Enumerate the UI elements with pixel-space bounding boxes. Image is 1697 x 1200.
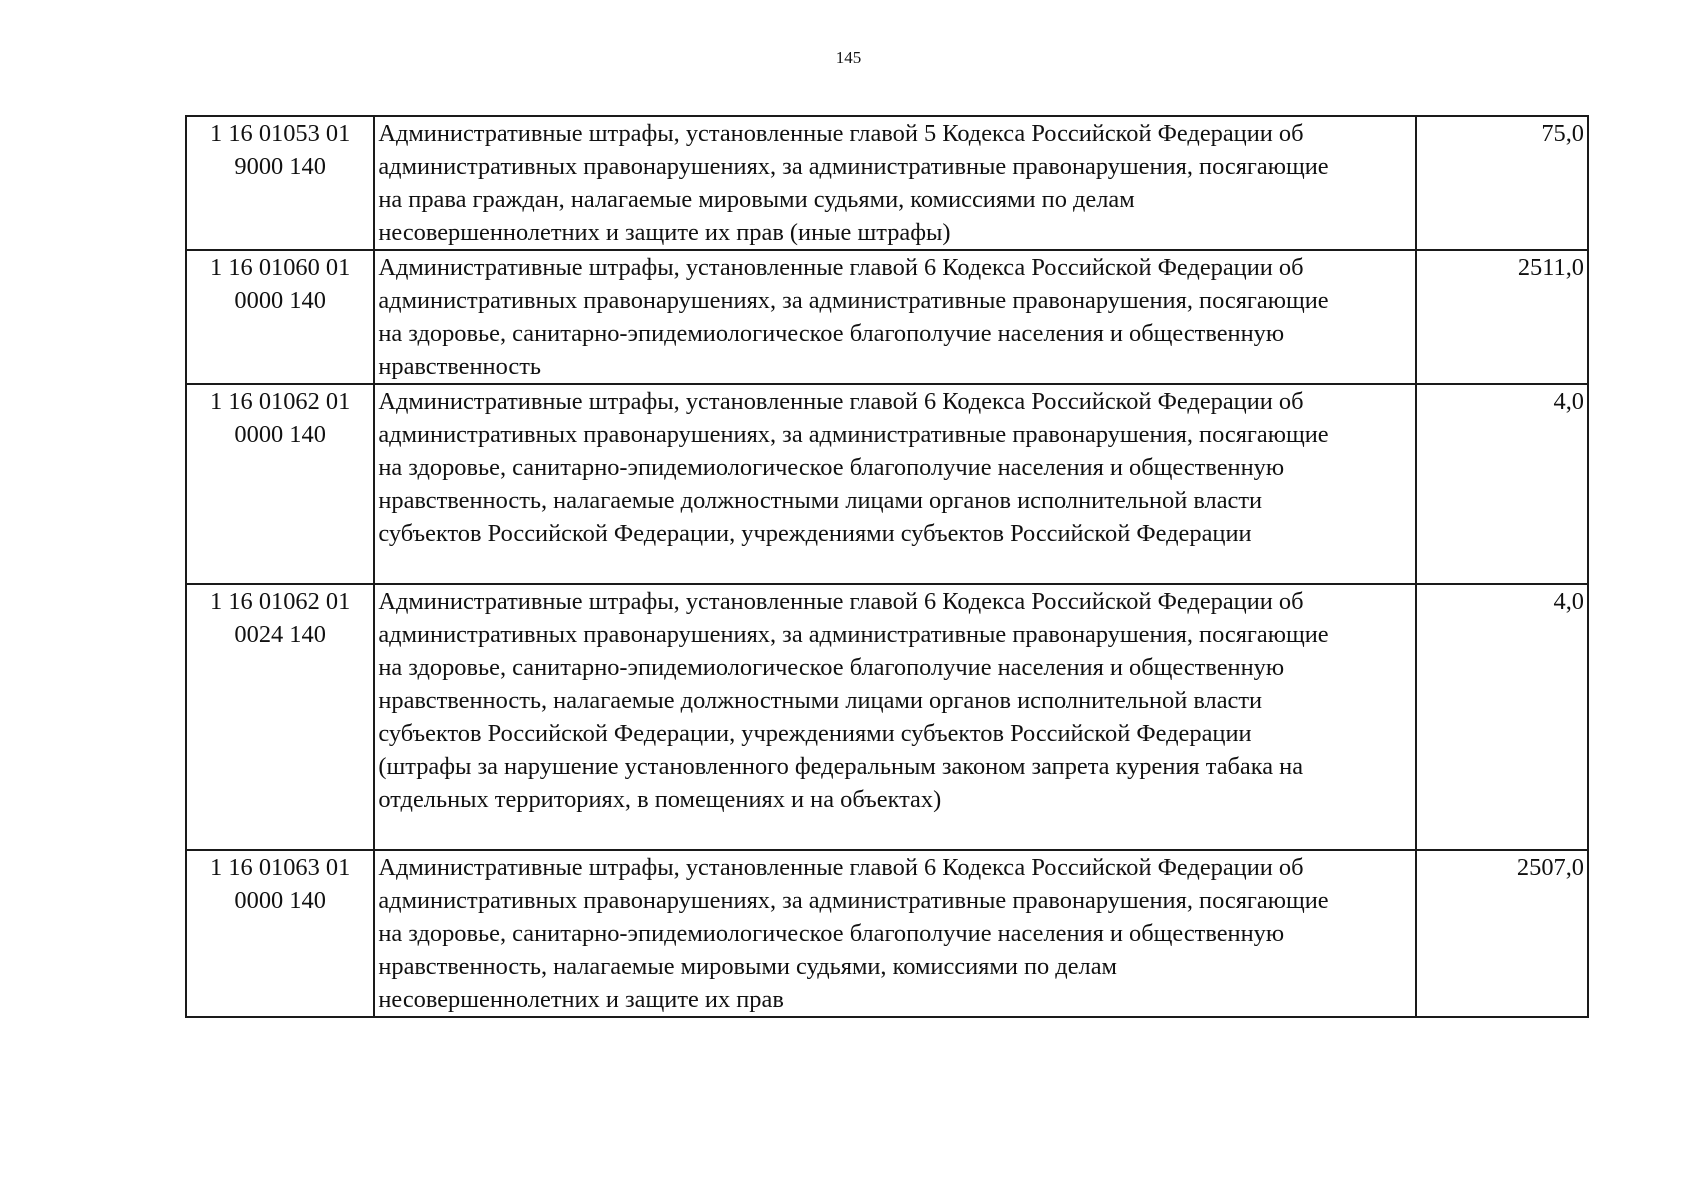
description-cell [374, 850, 1415, 1017]
budget-code-line: 1 16 01053 01 [210, 120, 351, 147]
description-cell [374, 116, 1415, 250]
table-row [186, 850, 1588, 1017]
amount-cell: 2511,0 [1416, 250, 1588, 384]
description-line: субъектов Российской Федерации, учреждениями субъектов Российской Федерации [378, 520, 1252, 547]
amount-cell: 4,0 [1416, 384, 1588, 584]
budget-code-line: 0000 140 [234, 887, 326, 914]
description-line: нравственность [378, 353, 541, 380]
description-line: на здоровье, санитарно-эпидемиологическое благополучие населения и общественную [378, 320, 1285, 347]
description-line: нравственность, налагаемые должностными лицами органов исполнительной власти [378, 687, 1263, 714]
budget-code-line: 0000 140 [234, 287, 326, 314]
description-line: на права граждан, налагаемые мировыми судьями, комиссиями по делам [378, 186, 1135, 213]
budget-code-cell [186, 584, 374, 850]
description-cell [374, 384, 1415, 584]
budget-code-line: 1 16 01062 01 [210, 388, 351, 415]
budget-code-cell [186, 250, 374, 384]
description-line: административных правонарушениях, за административные правонарушения, посягающие [378, 887, 1329, 914]
revenue-table [185, 115, 1589, 1018]
description-line: субъектов Российской Федерации, учреждениями субъектов Российской Федерации [378, 720, 1252, 747]
budget-code-cell [186, 850, 374, 1017]
description-line: административных правонарушениях, за административные правонарушения, посягающие [378, 287, 1329, 314]
description-line: отдельных территориях, в помещениях и на объектах) [378, 786, 942, 813]
budget-code-line: 0024 140 [234, 621, 326, 648]
description-line: (штрафы за нарушение установленного федеральным законом запрета курения табака на [378, 753, 1304, 780]
budget-code-cell [186, 384, 374, 584]
description-line: административных правонарушениях, за административные правонарушения, посягающие [378, 153, 1329, 180]
table-row [186, 384, 1588, 584]
description-line: нравственность, налагаемые мировыми судьями, комиссиями по делам [378, 953, 1117, 980]
budget-code-line: 1 16 01062 01 [210, 588, 351, 615]
description-line: несовершеннолетних и защите их прав (иные штрафы) [378, 219, 951, 246]
description-line: на здоровье, санитарно-эпидемиологическое благополучие населения и общественную [378, 654, 1285, 681]
empty-line [378, 550, 1411, 583]
description-line: нравственность, налагаемые должностными лицами органов исполнительной власти [378, 487, 1263, 514]
budget-code-line: 1 16 01060 01 [210, 254, 351, 281]
budget-code-line: 9000 140 [234, 153, 326, 180]
budget-code-cell [186, 116, 374, 250]
budget-code-line: 0000 140 [234, 421, 326, 448]
description-line: Административные штрафы, установленные главой 5 Кодекса Российской Федерации об [378, 120, 1304, 147]
description-line: на здоровье, санитарно-эпидемиологическое благополучие населения и общественную [378, 920, 1285, 947]
amount-cell: 75,0 [1416, 116, 1588, 250]
empty-line [378, 816, 1411, 849]
description-cell [374, 250, 1415, 384]
description-line: Административные штрафы, установленные главой 6 Кодекса Российской Федерации об [378, 254, 1304, 281]
amount-cell: 2507,0 [1416, 850, 1588, 1017]
description-line: Административные штрафы, установленные главой 6 Кодекса Российской Федерации об [378, 388, 1304, 415]
table-row [186, 250, 1588, 384]
description-line: несовершеннолетних и защите их прав [378, 986, 784, 1013]
budget-code-line: 1 16 01063 01 [210, 854, 351, 881]
description-line: административных правонарушениях, за административные правонарушения, посягающие [378, 621, 1329, 648]
description-line: Административные штрафы, установленные главой 6 Кодекса Российской Федерации об [378, 588, 1304, 615]
table-row [186, 584, 1588, 850]
description-line: на здоровье, санитарно-эпидемиологическое благополучие населения и общественную [378, 454, 1285, 481]
description-line: административных правонарушениях, за административные правонарушения, посягающие [378, 421, 1329, 448]
description-line: Административные штрафы, установленные главой 6 Кодекса Российской Федерации об [378, 854, 1304, 881]
table-row [186, 116, 1588, 250]
page-number: 145 [835, 48, 862, 67]
description-cell [374, 584, 1415, 850]
amount-cell: 4,0 [1416, 584, 1588, 850]
